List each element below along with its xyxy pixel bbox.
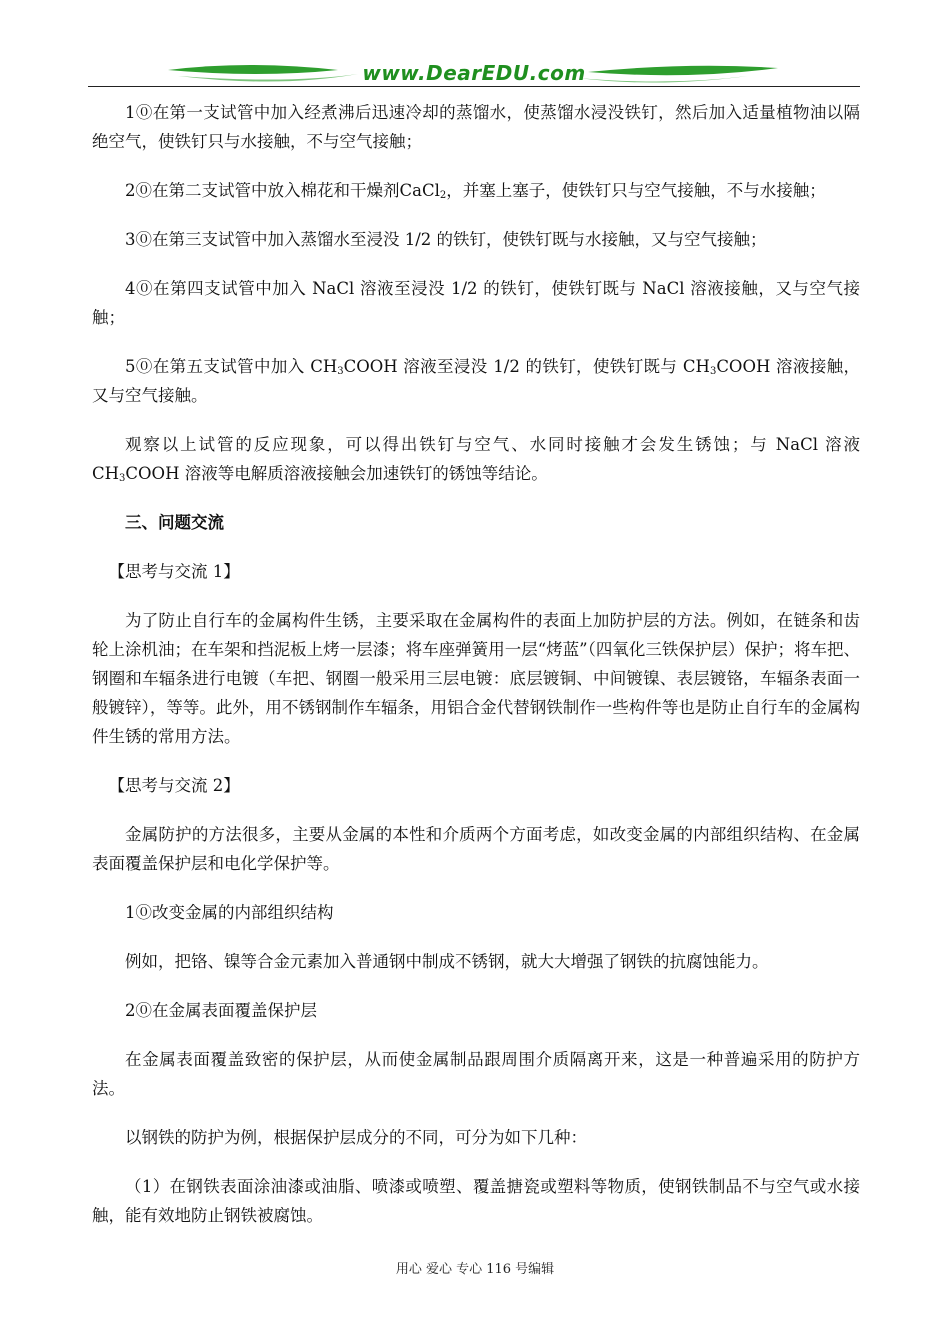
paragraph-12: 在金属表面覆盖致密的保护层，从而使金属制品跟周围介质隔离开来，这是一种普遍采用的防护方法。: [92, 1050, 860, 1098]
paragraph-4: 4⓪在第四支试管中加入 NaCl 溶液至浸没 1/2 的铁钉，使铁钉既与 NaCl 溶液接触，又与空气接触；: [92, 279, 860, 327]
paragraph-11: 2⓪在金属表面覆盖保护层: [125, 1001, 317, 1020]
site-logo-text: www.DearEDU.com: [362, 61, 586, 85]
page-footer: 用心 爱心 专心 116 号编辑: [395, 1262, 555, 1277]
paragraph-9: 1⓪改变金属的内部组织结构: [125, 903, 334, 922]
section-heading: 三、问题交流: [125, 513, 224, 532]
header-divider: [88, 86, 860, 87]
paragraph-10: 例如，把铬、镍等合金元素加入普通钢中制成不锈钢，就大大增强了钢铁的抗腐蚀能力。: [125, 952, 769, 971]
document-body: [92, 98, 860, 1250]
paragraph-14: （1）在钢铁表面涂油漆或油脂、喷漆或喷塑、覆盖搪瓷或塑料等物质，使钢铁制品不与空气或水接触，能有效地防止钢铁被腐蚀。: [92, 1177, 860, 1225]
subheading-think-1: 【思考与交流 1】: [108, 562, 240, 581]
paragraph-8: 金属防护的方法很多，主要从金属的本性和介质两个方面考虑，如改变金属的内部组织结构、在金属表面覆盖保护层和电化学保护等。: [92, 825, 860, 873]
paragraph-1: 1⓪在第一支试管中加入经煮沸后迅速冷却的蒸馏水，使蒸馏水浸没铁钉，然后加入适量植物油以隔绝空气，使铁钉只与水接触，不与空气接触；: [92, 103, 860, 151]
subheading-think-2: 【思考与交流 2】: [108, 776, 240, 795]
paragraph-3: 3⓪在第三支试管中加入蒸馏水至浸没 1/2 的铁钉，使铁钉既与水接触，又与空气接触；: [125, 230, 767, 249]
paragraph-7: 为了防止自行车的金属构件生锈，主要采取在金属构件的表面上加防护层的方法。例如，在链条和齿轮上涂机油；在车架和挡泥板上烤一层漆；将车座弹簧用一层“烤蓝”（四氧化三铁保护层）保护；将车把、钢圈和车辐条进行电镀（车把、钢圈一般采用三层电镀：底层镀铜、中间镀镍、表层镀铬，车辐条表面一般镀锌），等等。此外，用不锈钢制作车辐条，用铝合金代替钢铁制作一些构件等也是防止自行车的金属构件生锈的常用方法。: [92, 611, 860, 746]
paragraph-13: 以钢铁的防护为例，根据保护层成分的不同，可分为如下几种：: [125, 1128, 587, 1147]
paragraph-5: 5⓪在第五支试管中加入 $CH_3COOH$ 溶液至浸没 1/2 的铁钉，使铁钉既与 $CH_3COOH$ 溶液接触，又与空气接触。: [92, 357, 860, 405]
paragraph-6: 观察以上试管的反应现象，可以得出铁钉与空气、水同时接触才会发生锈蚀；与 NaCl 溶液 $CH_3COOH$ 溶液等电解质溶液接触会加速铁钉的锈蚀等结论。: [92, 435, 860, 484]
paragraph-2: 2⓪在第二支试管中放入棉花和干燥剂CaCl$_2$，并塞上塞子，使铁钉只与空气接触，不与水接触；: [125, 181, 826, 201]
